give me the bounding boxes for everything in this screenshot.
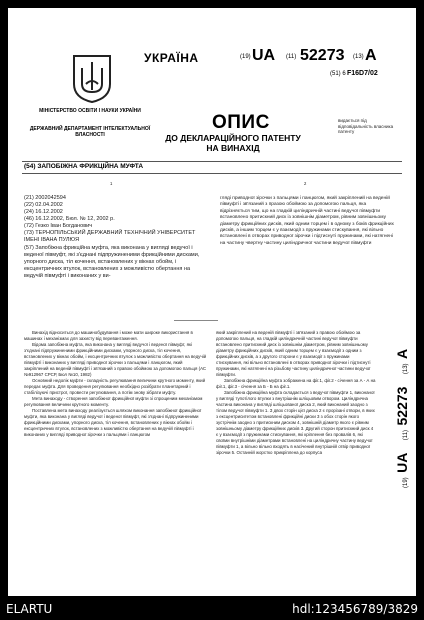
ministry-name: МІНІСТЕРСТВО ОСВІТИ І НАУКИ УКРАЇНИ [39,108,141,114]
biblio-46: (46) 16.12.2002, Бюл. № 12, 2002 р. [24,216,115,222]
biblio-24: (24) 16.12.2002 [24,209,63,215]
country-code: UA [252,47,276,64]
viewer-footer [0,598,424,620]
rotated-patent-id [394,288,412,488]
side-note: видається під відповідальність власника патенту [338,118,394,134]
description-paragraph: Відома запобіжна муфта, яка виконана у вигляді ведучої і веденої півмуфт, які з'єднані підпружиненими фрикційними дисками, упорного диска, тіл кочення, встановлених у вікнах обойм, і ексцентричних втулок з можливістю обертання на ведучій півмуфті і виконаних у вигляді приводної зірочки з пальцями і ланцюгом, який закріплений на веденій півмуфті і зв'язаний з правою обоймою за допомогою пальця (АС №912967 СРСР, Бюл №10, 1982) [24,342,207,377]
biblio-21: (21) 2002042594 [24,195,66,201]
description-paragraph: Поставлена мета винаходу реалізується шляхом виконання запобіжної фрикційної муфти, яка виконана у вигляді ведучої і веденої півмуфт, які з'єднані підпружиненими фрикційними дисками, упорного диска, тіл кочення, встановлених у вікнах обойм і ексцентричних втулок, встановлених з можливістю обертання на ведучій півмуфті і виконаних у вигляді приводної зірочки з пальцями і ланцюгом [24,408,202,437]
description-paragraph: Основний недолік муфти - складність регулювання величини крутного моменту, який передає муфта. Для проведення регулювання необхідно розібрати планетарний і стабілізуючі пристрої, провести регулювання, а потім знову зібрати муфту. [24,378,206,395]
biblio-72: (72) Гезко Іван Богданович [24,223,93,229]
rotated-code-11: (11) [403,429,409,441]
code-51: (51) 6 [330,71,346,77]
separator-rule [174,320,218,321]
code-11: (11) [286,54,297,60]
doc-title: ОПИС [212,112,270,133]
rotated-country-code: UA [394,452,410,473]
title-rule-top [22,161,402,162]
invention-title: (54) ЗАПОБІЖНА ФРИКЦІЙНА МУФТА [24,163,144,170]
rotated-code-19: (19) [403,477,409,488]
abstract-continuation: гляді приводної зірочки з пальцями і панцюгом, який закріплений на веденій півмуфті і зв'язаний з празою обоймою за допомогою пальця, яка відрізняється тим, що на гладкій циліндричній частині ведучої півмуфти встановлено притискний диск із зовнішнім діаметром, рівним зовнішньому діаметру фрикційних дисків, який одним торцем і в одному з боків фрикційних дисків, а іншим торцем є у взаємодії з пружинами стискування, які вільно встановлені в отворах приводної зірочки і підтиснуті пружинами, які натягнені на частину чвертну частину циліндричної частини ведучої півмуфти [220,196,394,246]
code-19: (19) [240,54,251,60]
column-number-right: 2 [304,181,307,186]
rotated-kind-code: A [394,348,410,359]
rotated-patent-number: 52273 [394,386,410,426]
description-paragraph: Мета винаходу - створення запобіжної фрикційної муфти зі спрощеним механізмом регулювання величини крутного моменту. [24,396,203,407]
footer-source: ELARTU [6,602,53,616]
title-rule-bottom [22,173,402,174]
biblio-block [24,195,200,280]
description-paragraph: Винахід відноситься до машинобудування і може мати широке використання в машинах і механізмах для захисту від перевантаження. [24,330,193,341]
code-13: (13) [353,54,364,60]
rotated-code-13: (13) [403,363,409,375]
country-name: УКРАЇНА [144,51,199,65]
biblio-73: (73) ТЕРНОПІЛЬСЬКИЙ ДЕРЖАВНИЙ ТЕХНІЧНИЙ УНІВЕРСИТЕТ ІМЕНІ ІВАНА ПУЛЮЯ [24,230,196,243]
description-paragraph: Запобіжна фрикційна муфта складається з ведучої півмуфти 1, виконаної у вигляді тупотілого втулки з внутрішнім шліцьовим отвором. Циліндрична частина виконана у вигляді шліцьованої диска 2, який виконаний заодно з тілом ведучої півмуфти 1. З двох сторін цієї диска 2 є прорізані отвори, в яких з ексцентриситетом встановлені фрикційні диски 3 з обох сторін якого зустрічнім заодно з притискним диском 4, зовнішній діаметр якого є рівним зовнішньому діаметру фрикційних дисків 3. Другий сторон притискний диск 4 є у взаємодії з пружинами стискування, які кріплення без провалів 6, які своїми внутрішніми діаметрами встановлені на циліндричну частину ведучої півмуфти 1, а вільно вільно входять в насічений внутрішній отвір приводної зірочки 5. Останній жорстко прикріплена до корпуса [216,390,375,455]
description-left-column [24,330,208,438]
ipc-class: F16D7/02 [347,70,378,77]
description-right-column [216,330,376,456]
footer-handle: hdl:123456789/3829 [292,602,418,616]
description-paragraph: який закріплений на веденій півмуфті і зв'язаний з правою обоймою за допомогою пальця, на гладкій циліндричній частині ведучої півмуфти встановлено притискний диск із зовнішнім діаметром, рівним зовнішньому діаметру фрикційних дисків, який одним торцем є у взаємодії з одним з фрикційних дисків, а з другого сторони є у взаємодії з пружинами стискування, які вільно встановлені в отворах приводної зірочки і підтиснуті пружинами, які натягнені на різьбову частину циліндричної частини ведучої півмуфти. [216,330,371,377]
kind-code: A [365,47,377,64]
coat-of-arms-icon [72,54,112,104]
patent-page [8,8,416,596]
description-paragraph: Запобіжна фрикційна муфта зображена на фіг.1, фіг.2 - січення за А - А на фіг.1, фіг.3 - січення за Б - Б на фіг.1. [216,378,376,389]
patent-number: 52273 [300,47,345,64]
biblio-22: (22) 02.04.2002 [24,202,63,208]
doc-subtitle: ДО ДЕКЛАРАЦІЙНОГО ПАТЕНТУ НА ВИНАХІД [165,133,301,153]
department-name: ДЕРЖАВНИЙ ДЕПАРТАМЕНТ ІНТЕЛЕКТУАЛЬНОЇ ВЛАСНОСТІ [29,126,151,138]
biblio-57: (57) Запобіжна фрикційна муфта, яка виконана у вигляді ведучої і веденої півмуфт, які з'єднані підпружиненими фрикційними дисками, упорного диска, тіл кочення, встановлених у вікнах обойм, і ексцентричних втулок, встановлених з можливістю обертання на ведучій півмуфті і виконаних у ви- [24,245,200,279]
column-number-left: 1 [110,181,113,186]
